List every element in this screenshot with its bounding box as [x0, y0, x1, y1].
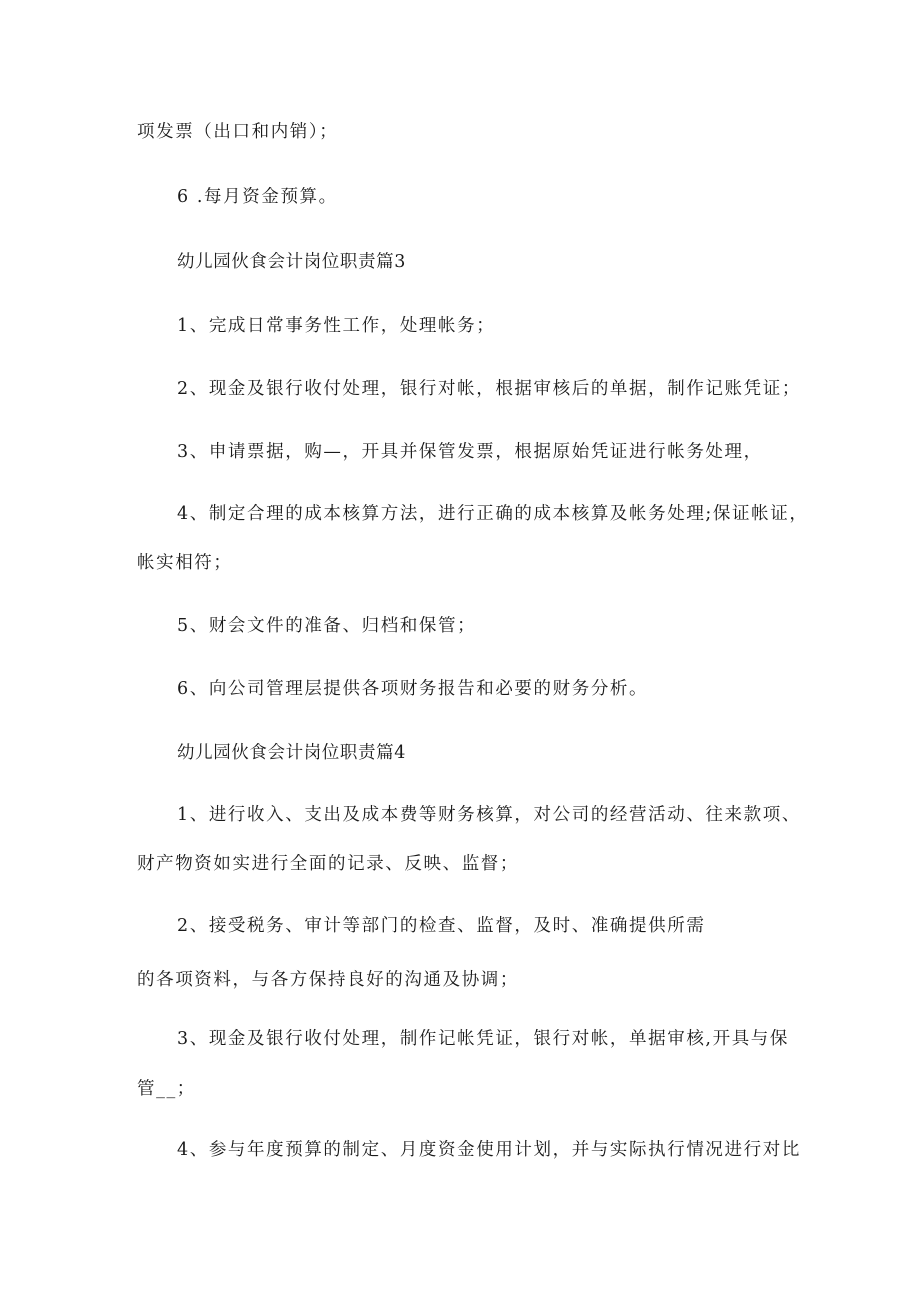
paragraph-line: 项发票（出口和内销）；	[137, 122, 339, 142]
paragraph-line: 2、现金及银行收付处理，银行对帐，根据审核后的单据，制作记账凭证；	[177, 379, 801, 399]
paragraph-line: 3、申请票据，购—，开具并保管发票，根据原始凭证进行帐务处理，	[177, 442, 763, 462]
section-heading: 幼儿园伙食会计岗位职责篇4	[177, 743, 406, 763]
paragraph-line: 管__；	[137, 1079, 196, 1099]
paragraph-line: 2、接受税务、审计等部门的检查、监督，及时、准确提供所需	[177, 916, 706, 936]
paragraph-line: 1、进行收入、支出及成本费等财务核算，对公司的经营活动、往来款项、	[177, 805, 801, 825]
paragraph-line: 4、制定合理的成本核算方法，进行正确的成本核算及帐务处理;保证帐证，	[177, 504, 809, 524]
paragraph-line: 4、参与年度预算的制定、月度资金使用计划，并与实际执行情况进行对比	[177, 1140, 801, 1160]
section-heading: 幼儿园伙食会计岗位职责篇3	[177, 252, 406, 272]
paragraph-line: 3、现金及银行收付处理，制作记帐凭证，银行对帐，单据审核,开具与保	[177, 1029, 789, 1049]
paragraph-line: 财产物资如实进行全面的记录、反映、监督；	[137, 854, 519, 874]
paragraph-line: 5、财会文件的准备、归档和保管；	[177, 616, 477, 636]
paragraph-line: 帐实相符；	[137, 553, 233, 573]
paragraph-line: 6、向公司管理层提供各项财务报告和必要的财务分析。	[177, 679, 649, 699]
paragraph-line: 6 .每月资金预算。	[177, 187, 338, 207]
paragraph-line: 的各项资料，与各方保持良好的沟通及协调；	[137, 970, 519, 990]
paragraph-line: 1、完成日常事务性工作，处理帐务；	[177, 316, 496, 336]
